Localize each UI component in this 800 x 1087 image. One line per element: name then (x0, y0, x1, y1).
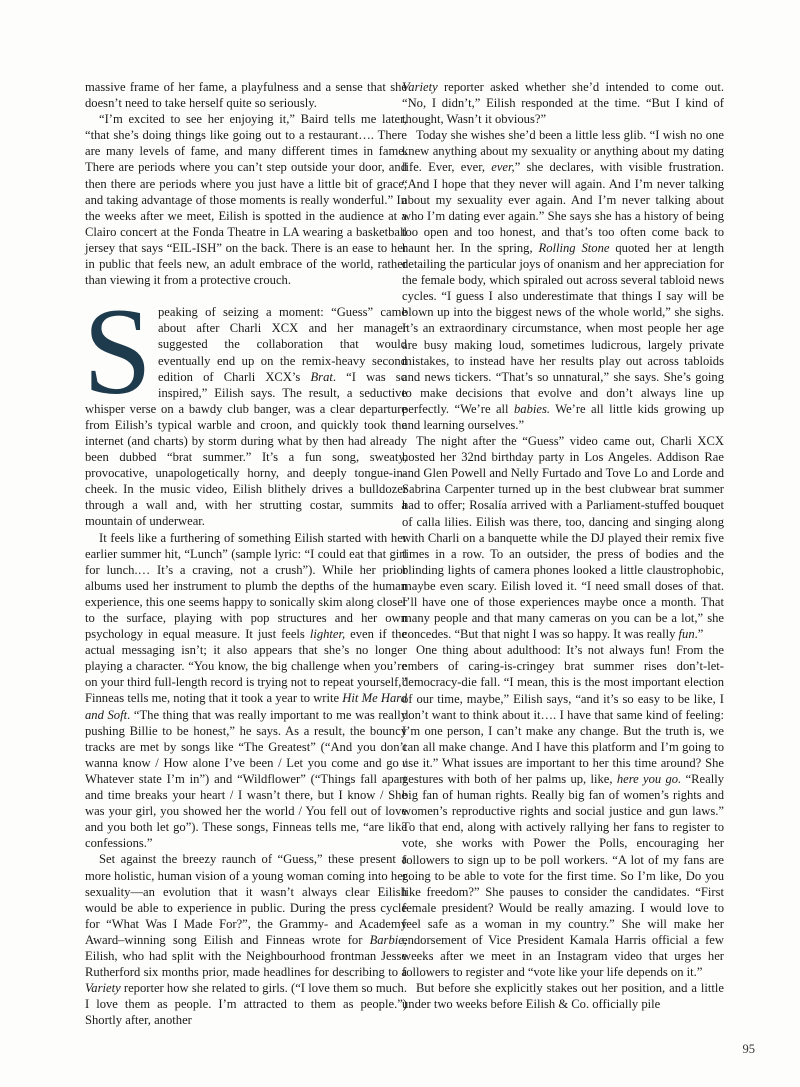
paragraph: massive frame of her fame, a playfulness and a sense that she doesn’t need to take herself quite so seriously. (85, 80, 407, 111)
paragraph: Variety reporter asked whether she’d intended to come out. “No, I didn’t,” Eilish responded at the time. “But I kind of thought, Wasn’t it obvious?” (402, 80, 724, 127)
article-column-left (85, 79, 407, 1028)
article-column-right (402, 79, 724, 1012)
paragraph: Set against the breezy raunch of “Guess,” these present a more holistic, human vision of a young woman coming into her sexuality—an evolution that it wasn’t always clear Eilish would be able to experience in public. During the press cycle for “What Was I Made For?”, the Grammy- and Academy Award–winning song Eilish and Finneas wrote for Barbie, Eilish, who had split with the Neighbourhood frontman Jesse Rutherford six months prior, made headlines for describing to a Variety reporter how she related to girls. (“I love them so much. I love them as people. I’m attracted to them as people.”) Shortly after, another (85, 852, 407, 1028)
paragraph: The night after the “Guess” video came out, Charli XCX hosted her 32nd birthday party in Los Angeles. Addison Rae and Glen Powell and Nelly Furtado and Tove Lo and Lorde and Sabrina Carpenter turned up in the best clubwear brat summer had to offer; Rosalía arrived with a Parliament-stuffed bouquet of calla lilies. Eilish was there, too, dancing and singing along with Charli on a banquette while the DJ played their remix five times in a row. To an outsider, the press of bodies and the blinding lights of camera phones looked a little claustrophobic, maybe even scary. Eilish loved it. “I need small doses of that. I’ll have one of those experiences maybe once a month. That many people and that many cameras on you can be a lot,” she concedes. “But that night I was so happy. It was really fun.” (402, 434, 724, 642)
drop-cap: S (83, 283, 152, 421)
page-number: 95 (742, 1042, 755, 1056)
paragraph: It feels like a furthering of something Eilish started with her earlier summer hit, “Lunch” (sample lyric: “I could eat that girl for lunch.… It’s a craving, not a crush”). While her prior albums used her instrument to plumb the depths of the human experience, this one seems happy to sonically skim along closer to the surface, playing with pop structures and her own psychology in equal measure. It just feels lighter, even if the actual messaging isn’t; it also appears that she’s no longer playing a character. “You know, the big challenge when you’re on your third full-length record is trying not to repeat yourself,” Finneas tells me, noting that it took a year to write Hit Me Hard and Soft. “The thing that was really important to me was really pushing Billie to be honest,” he says. As a result, the bouncy tracks are met by songs like “The Greatest” (“And you don’t wanna know / How alone I’ve been / Let you come and go / Whatever state I’m in”) and “Wildflower” (“Things fall apart and time breaks your heart / I wasn’t there, but I know / She was your girl, you showed her the world / You fell out of love and you both let go”). These songs, Finneas tells me, “are like confessions.” (85, 530, 407, 851)
paragraph-dropcap: Speaking of seizing a moment: “Guess” came about after Charli XCX and her manager suggested the collaboration that would eventually end up on the remix-heavy second edition of Charli XCX’s Brat. “I was so inspired,” Eilish says. The result, a seductive whisper verse on a bawdy club banger, was a clear departure from Eilish’s typical warble and croon, and quickly took the internet (and charts) by storm during what by then had already been dubbed “brat summer.” It’s a fun song, sweaty, provocative, unapologetically horny, and deeply tongue-in-cheek. In the music video, Eilish blithely drives a bulldozer through a wall and, with her strutting costar, summits a mountain of underwear. (83, 283, 407, 529)
paragraph: One thing about adulthood: It’s not always fun! From the embers of caring-is-cringey brat summer rises don’t-let-democracy-die fall. “I mean, this is the most important election of our time, maybe,” Eilish says, “and it’s so easy to be like, I don’t want to think about it…. I have that same kind of feeling: I’m one person, I can’t make any change. But the truth is, we can all make change. And I have this platform and I’m going to use it.” What issues are important to her this time around? She gestures with both of her palms up, like, here you go. “Really big fan of human rights. Really big fan of women’s rights and women’s reproductive rights and social justice and gun laws.” To that end, along with actively rallying her fans to register to vote, she works with Power the Polls, encouraging her followers to sign up to be poll workers. “A lot of my fans are going to be able to vote for the first time. So I’m like, Do you like freedom?” She pauses to consider the candidates. “First female president? Would be really amazing. I would love to feel safe as a woman in my country.” She will make her endorsement of Vice President Kamala Harris official a few weeks after we meet in an Instagram video that urges her followers to register and “vote like your life depends on it.” (402, 643, 724, 980)
paragraph: “I’m excited to see her enjoying it,” Baird tells me later, “that she’s doing things like going out to a restaurant…. There are many levels of fame, and many different times in fame. There are periods where you can’t step outside your door, and then there are periods where you just have a little bit of grace, and taking advantage of those moments is really wonderful.” In the weeks after we meet, Eilish is spotted in the audience at a Clairo concert at the Fonda Theatre in LA wearing a basketball jersey that says “EIL-ISH” on the back. There is an ease to her in public that feels new, an adult embrace of the world, rather than viewing it from a protective crouch. (85, 112, 407, 288)
paragraph: But before she explicitly stakes out her position, and a little under two weeks before Eilish & Co. officially pile (402, 981, 724, 1012)
paragraph: Today she wishes she’d been a little less glib. “I wish no one knew anything about my sexuality or anything about my dating life. Ever, ever, ever,” she declares, with visible frustration. “And I hope that they never will again. And I’m never talking about my sexuality ever again. And I’m never talking about who I’m dating ever again.” She says she has a history of being too open and too honest, and that’s too often come back to haunt her. In the spring, Rolling Stone quoted her at length detailing the particular joys of onanism and her appreciation for the female body, which spiraled out across several tabloid news cycles. “I guess I also underestimate that things I say will be blown up into the biggest news of the whole world,” she sighs. It’s an extraordinary circumstance, when most people her age are busy making loud, sometimes ludicrous, largely private mistakes, to instead have her results play out across tabloids and news tickers. “That’s so unnatural,” she says. She’s going to make decisions that evolve and don’t always line up perfectly. “We’re all babies. We’re all little kids growing up and learning ourselves.” (402, 128, 724, 432)
